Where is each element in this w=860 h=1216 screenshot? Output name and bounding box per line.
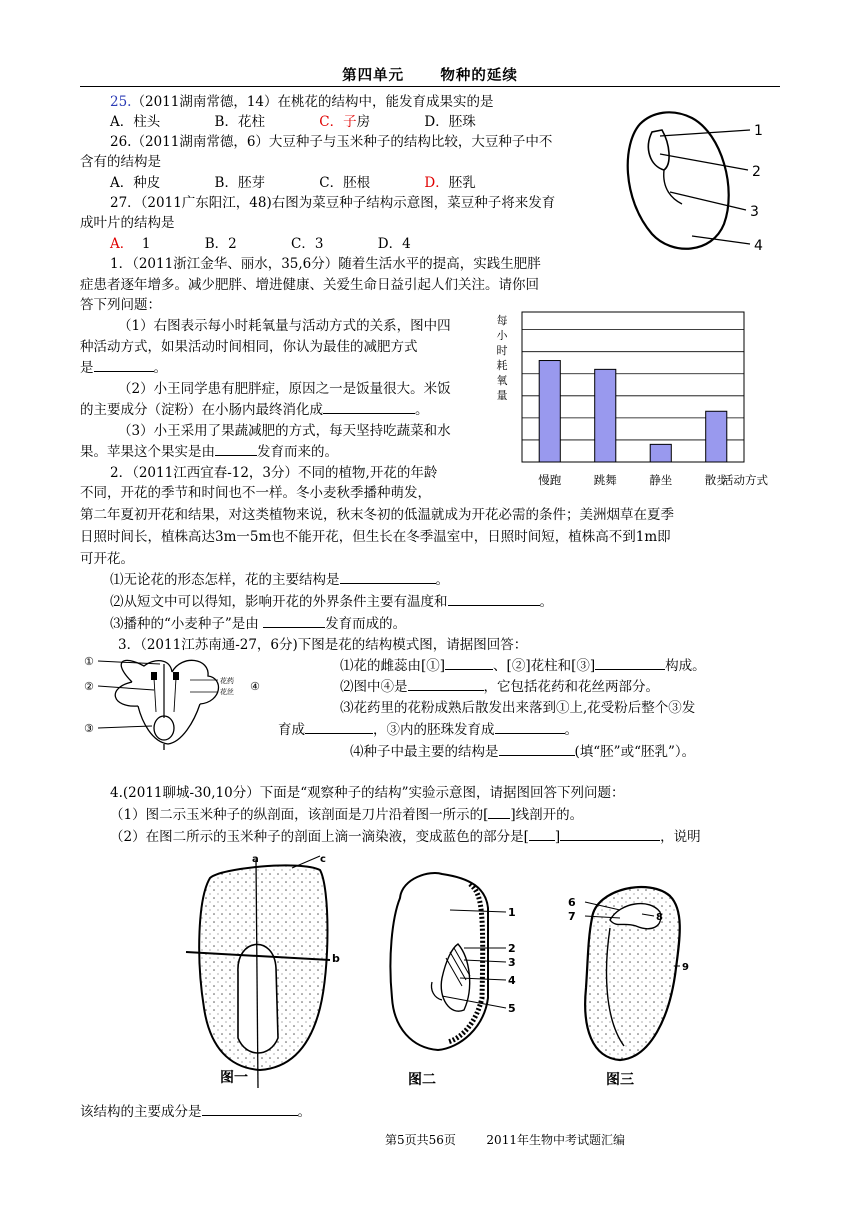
page-header xyxy=(0,64,860,85)
page-footer xyxy=(385,1131,625,1148)
s2-p1: ⑴无论花的形态怎样，花的主要结构是 。 xyxy=(110,572,449,588)
chart-bar xyxy=(539,361,560,462)
q27-line1: 27．（2011广东阳江，48)右图为菜豆种子结构示意图，菜豆种子将来发育 xyxy=(110,195,556,211)
bean-leader-1 xyxy=(660,130,750,136)
q25-number: 25. xyxy=(110,94,132,110)
figure-1-corn-seed xyxy=(186,854,340,1088)
q26-options: A．种皮 B．胚芽 C．胚根 D．胚乳 xyxy=(110,175,476,191)
q27-line2: 成叶片的结构是 xyxy=(80,215,175,231)
chart-ylabel-char: 耗 xyxy=(496,359,508,372)
s1-p3-line2: 果。苹果这个果实是由 发育而来的。 xyxy=(80,444,338,460)
chart-ylabel xyxy=(497,313,509,402)
page-number: 第5页共56页 xyxy=(385,1133,456,1147)
q27-options: A． 1 B．2 C．3 D．4 xyxy=(110,236,411,252)
s2-p2: ⑵从短文中可以得知，影响开花的外界条件主要有温度和 。 xyxy=(110,594,553,610)
answer-blank[interactable] xyxy=(408,678,484,691)
fig2-caption: 图二 xyxy=(408,1072,436,1088)
bean-seed-diagram xyxy=(612,104,772,256)
s1-line1: 1．（2011浙江金华、丽水，35,6分）随着生活水平的提高，实践生肥胖 xyxy=(110,256,541,272)
s1-p1-line1: （1）右图表示每小时耗氧量与活动方式的关系，图中四 xyxy=(118,318,451,334)
fig3-caption: 图三 xyxy=(606,1072,634,1088)
chart-x-tick-label: 静坐 xyxy=(649,473,673,487)
answer-blank[interactable] xyxy=(595,657,665,670)
flower-anther-left xyxy=(151,672,157,680)
answer-blank[interactable] xyxy=(495,721,565,734)
chart-bars xyxy=(539,361,727,462)
answer-blank[interactable] xyxy=(305,721,373,734)
flower-leader-2 xyxy=(98,686,154,690)
answer-blank[interactable] xyxy=(202,1103,298,1116)
s3-p4: ⑷种子中最主要的结构是 (填“胚”或“胚乳”）。 xyxy=(350,744,696,760)
answer-blank[interactable] xyxy=(499,743,575,756)
flower-label-3: ③ xyxy=(84,722,94,735)
flower-diagram xyxy=(82,652,272,750)
answer-blank[interactable] xyxy=(448,593,540,606)
bean-label-4: 4 xyxy=(754,238,763,254)
flower-petal-right xyxy=(172,660,218,704)
figure-2-corn-section xyxy=(390,873,516,1088)
s1-p2-line2: 的主要成分（淀粉）在小肠内最终消化成 。 xyxy=(80,402,429,418)
s2-line2: 不同，开花的季节和时间也不一样。冬小麦秋季播种萌发， xyxy=(80,485,431,501)
chart-bar xyxy=(706,411,727,462)
s3-p3-line1: ⑶花药里的花粉成熟后散发出来落到①上,花受粉后整个③发 xyxy=(340,700,696,716)
bean-label-3: 3 xyxy=(750,204,759,220)
fig3-label-7: 7 xyxy=(568,910,576,923)
answer-blank[interactable] xyxy=(488,806,510,819)
q25-options: A．柱头 B．花柱 C．子房 D．胚珠 xyxy=(110,114,476,130)
s2-p3: ⑶播种的“小麦种子”是由 发育而成的。 xyxy=(110,616,407,632)
s4-line1: 4.(2011聊城-30,10分）下面是“观察种子的结构”实验示意图，请据图回答下列问题： xyxy=(110,785,625,801)
q26-line2: 含有的结构是 xyxy=(80,154,161,170)
bean-leader-2 xyxy=(660,154,748,170)
fig3-label-9: 9 xyxy=(682,962,689,973)
s2-line1: 2．（2011江西宜春-12，3分）不同的植物,开花的年龄 xyxy=(110,465,438,481)
embryo-radicle xyxy=(664,170,682,204)
chart-ylabel-char: 量 xyxy=(496,389,508,402)
s3-line1: 3．（2011江苏南通-27，6分)下图是花的结构模式图，请据图回答： xyxy=(118,637,528,653)
bean-label-1: 1 xyxy=(754,123,763,139)
flower-petal-lower xyxy=(115,682,138,706)
s1-p2-line1: （2）小王同学患有肥胖症，原因之一是饭量很大。米饭 xyxy=(118,381,451,397)
s1-p1-line3: 是 。 xyxy=(80,360,167,376)
flower-label-2: ② xyxy=(84,680,94,693)
s1-p3-line1: （3）小王采用了果蔬减肥的方式，每天坚持吃蔬菜和水 xyxy=(118,423,451,439)
s3-p3-line2: 育成 ，③内的胚珠发育成 。 xyxy=(278,722,578,738)
corn-seed-figures xyxy=(180,848,700,1098)
fig1-label-a: a xyxy=(252,854,259,865)
chart-x-tick-label: 跳舞 xyxy=(593,473,617,487)
chart-x-tick-label: 散步 xyxy=(704,473,728,487)
answer-blank[interactable] xyxy=(340,571,436,584)
chart-ylabel-char: 氧 xyxy=(496,374,508,387)
fig2-label-4: 4 xyxy=(508,974,516,987)
fig3-label-8: 8 xyxy=(656,912,663,923)
s2-line4: 日照时间长，植株高达3m一5m也不能开花，但生长在冬季温室中，日照时间短，植株高不到1m即 xyxy=(80,529,671,545)
bean-label-2: 2 xyxy=(752,164,761,180)
answer-blank[interactable] xyxy=(94,359,154,372)
answer-blank[interactable] xyxy=(215,443,257,456)
chart-x-tick-label: 慢跑 xyxy=(538,473,562,487)
doc-title: 2011年生物中考试题汇编 xyxy=(486,1133,625,1147)
answer-blank[interactable] xyxy=(529,828,555,841)
fig1-caption: 图一 xyxy=(220,1070,248,1086)
q26-line1: 26.（2011湖南常德，6）大豆种子与玉米种子的结构比较，大豆种子中不 xyxy=(110,134,553,150)
fig1-label-c: c xyxy=(320,854,326,865)
figure-3-bean-seed xyxy=(568,887,689,1088)
s4-p2: （2）在图二所示的玉米种子的剖面上滴一滴染液，变成蓝色的部分是[ ] ，说明 xyxy=(110,829,701,845)
fig2-label-3: 3 xyxy=(508,956,516,969)
s4-p1: （1）图二示玉米种子的纵剖面，该剖面是刀片沿着图一所示的[ ]线剖开的。 xyxy=(110,807,584,823)
s1-line2: 症患者逐年增多。减少肥胖、增进健康、关爱生命日益引起人们关注。请你回 xyxy=(80,277,539,293)
s3-p1: ⑴花的雌蕊由[①] 、[②]花柱和[③] 构成。 xyxy=(340,658,706,674)
fig2-label-1: 1 xyxy=(508,906,516,919)
fig2-label-2: 2 xyxy=(508,942,516,955)
chart-ylabel-char: 每 xyxy=(496,314,508,327)
q25-stem: 25.（2011湖南常德，14）在桃花的结构中，能发育成果实的是 xyxy=(110,94,494,110)
unit-title: 物种的延续 xyxy=(440,67,518,84)
unit-label: 第四单元 xyxy=(342,67,405,84)
s2-line5: 可开花。 xyxy=(80,551,134,567)
flower-label-filament: 花丝 xyxy=(220,688,234,696)
header-rule xyxy=(80,86,780,87)
oxygen-bar-chart xyxy=(490,300,790,495)
s1-line3: 答下列问题： xyxy=(80,297,161,313)
chart-xlabel: 活动方式 xyxy=(722,473,768,487)
chart-x-categories xyxy=(538,473,728,487)
flower-stamen-left xyxy=(154,678,156,712)
chart-ylabel-char: 小 xyxy=(496,329,508,342)
flower-leader-3 xyxy=(98,726,152,728)
fig1-label-b: b xyxy=(332,952,340,965)
answer-blank[interactable] xyxy=(323,401,415,414)
chart-bar xyxy=(595,369,616,462)
flower-stamen-right xyxy=(174,678,176,712)
s4-p2-continued: 该结构的主要成分是 。 xyxy=(80,1104,311,1120)
flower-anther-right xyxy=(173,672,179,680)
flower-label-4: ④ xyxy=(250,680,260,693)
answer-blank[interactable] xyxy=(263,615,325,628)
flower-label-1: ① xyxy=(84,655,94,668)
chart-ylabel-char: 时 xyxy=(496,344,508,357)
s3-p2: ⑵图中④是 ，它包括花药和花丝两部分。 xyxy=(340,679,659,695)
flower-ovary xyxy=(154,716,174,740)
bean-leader-3 xyxy=(670,192,746,210)
answer-blank[interactable] xyxy=(560,828,660,841)
chart-bar xyxy=(650,444,671,462)
answer-blank[interactable] xyxy=(445,657,493,670)
s1-p1-line2: 种活动方式，如果活动时间相同，你认为最佳的减肥方式 xyxy=(80,339,418,355)
bean-leader-4 xyxy=(692,236,750,244)
flower-label-anther: 花药 xyxy=(220,677,234,685)
fig3-label-6: 6 xyxy=(568,896,576,909)
fig2-seed-outline xyxy=(390,873,488,1050)
fig2-label-5: 5 xyxy=(508,1002,516,1015)
s2-line3: 第二年夏初开花和结果，对这类植物来说，秋末冬初的低温就成为开花必需的条件；美洲烟草在夏季 xyxy=(80,507,674,523)
